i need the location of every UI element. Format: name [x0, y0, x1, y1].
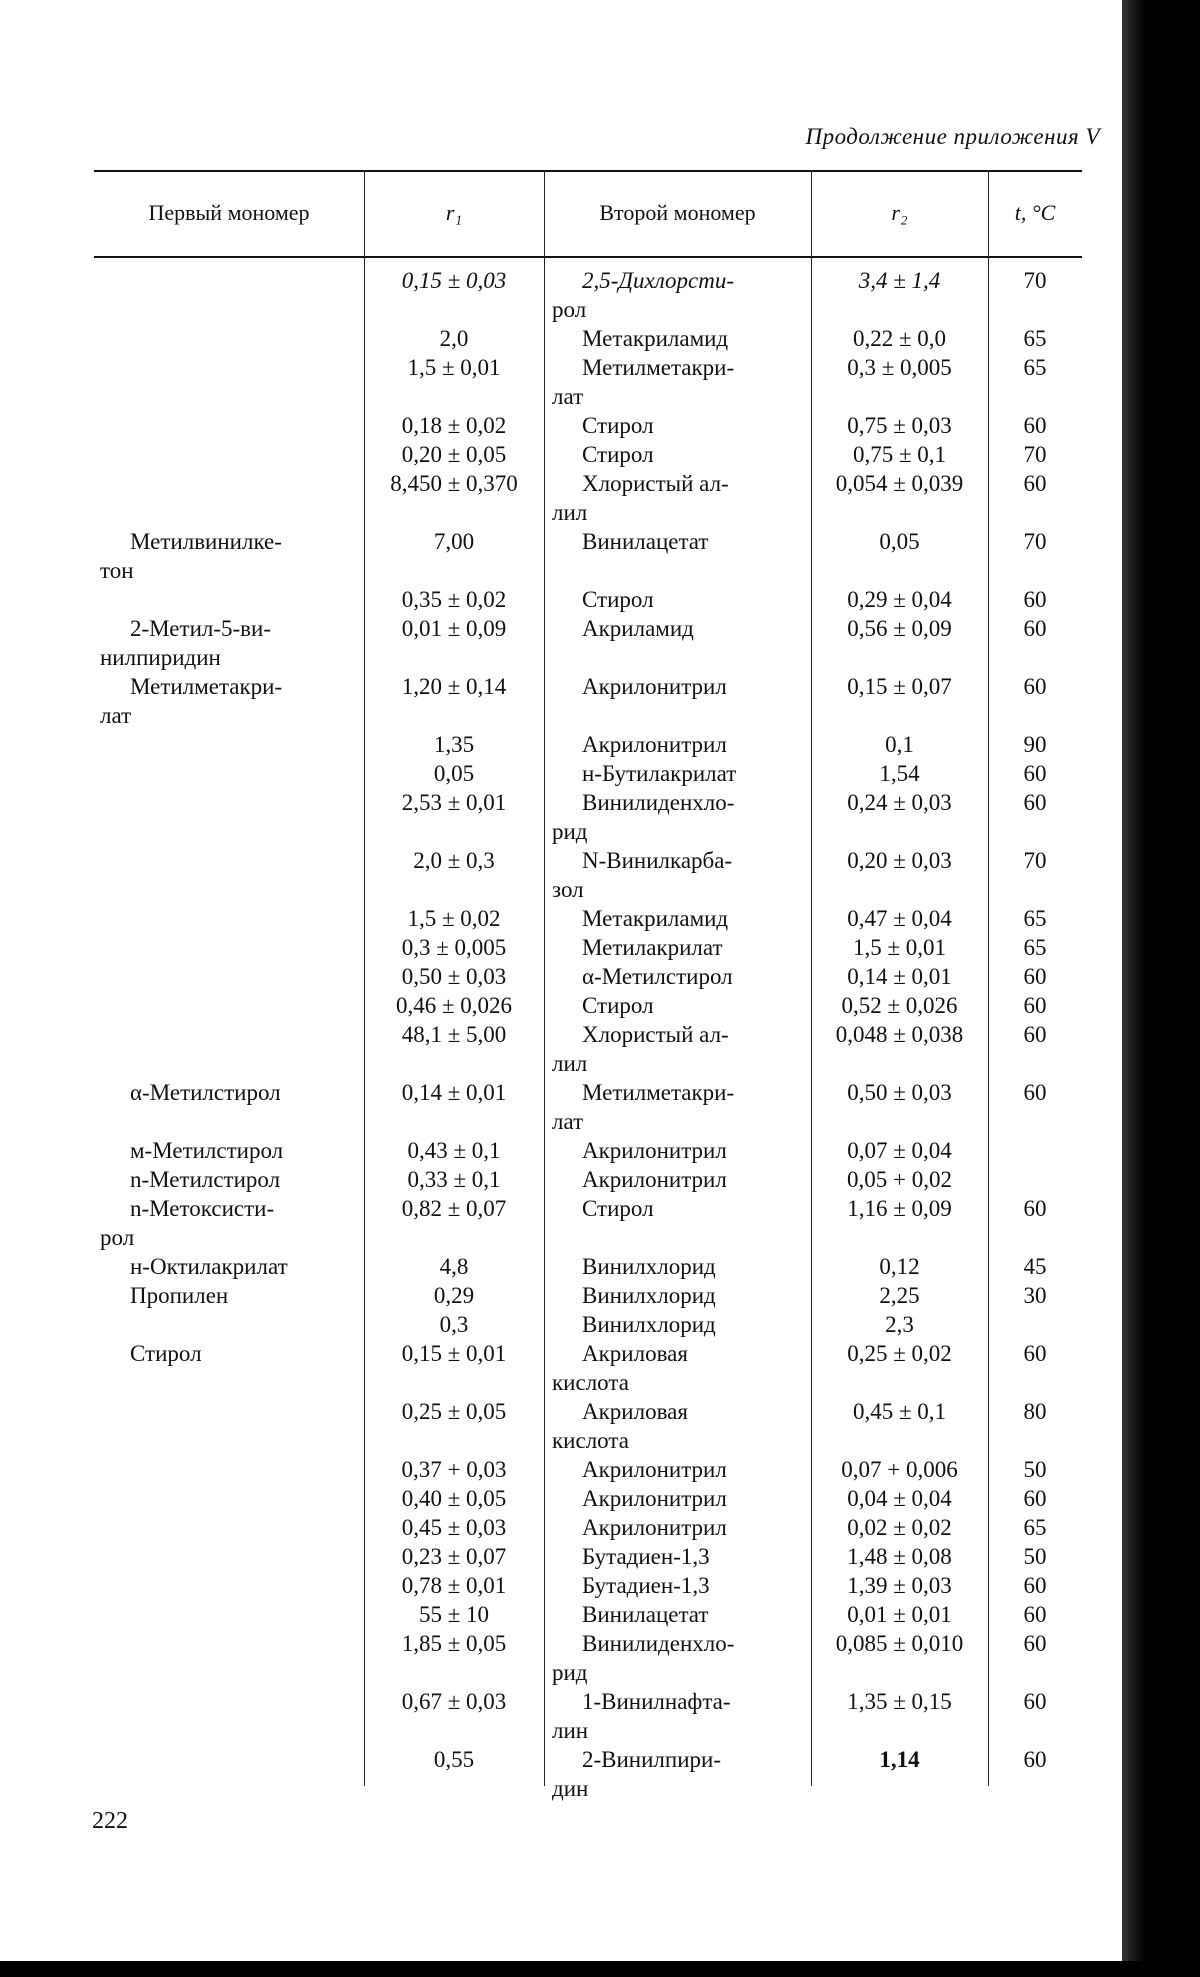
cell-r2: 0,3 ± 0,005 [847, 355, 952, 380]
cell-r2: 1,14 [879, 1747, 920, 1772]
cell-first-monomer [94, 266, 364, 324]
cell-second-monomer [544, 846, 811, 904]
cell-second-monomer [544, 672, 811, 730]
cell-first-monomer [94, 585, 364, 614]
second-monomer-text-cont: лил [552, 500, 588, 525]
cell-r2: 0,25 ± 0,02 [847, 1341, 952, 1366]
cell-temperature: 60 [1023, 1573, 1047, 1598]
cell-temperature: 70 [1023, 529, 1047, 554]
second-monomer-text: Акрилонитрил [582, 1167, 727, 1192]
cell-r1: 0,3 ± 0,005 [401, 935, 507, 960]
second-monomer-text: Хлористый ал- [582, 1022, 729, 1047]
table-body [94, 266, 1082, 1803]
cell-r2: 0,085 ± 0,010 [835, 1631, 964, 1656]
cell-first-monomer [94, 1571, 364, 1600]
table-row [94, 527, 1082, 585]
cell-first-monomer [94, 1310, 364, 1339]
cell-second-monomer [544, 1397, 811, 1455]
cell-r1: 4,8 [439, 1254, 469, 1279]
cell-first-monomer [94, 353, 364, 411]
second-monomer-text: 2-Винилпири- [582, 1747, 721, 1772]
cell-second-monomer [544, 1020, 811, 1078]
cell-r2: 0,56 ± 0,09 [847, 616, 952, 641]
cell-first-monomer [94, 614, 364, 672]
cell-second-monomer [544, 324, 811, 353]
second-monomer-text: Бутадиен-1,3 [582, 1573, 710, 1598]
cell-temperature: 70 [1023, 848, 1047, 873]
second-monomer-text: N-Винилкарба- [582, 848, 733, 873]
cell-first-monomer [94, 991, 364, 1020]
second-monomer-text: Акриловая [582, 1399, 688, 1424]
cell-r2: 2,25 [879, 1283, 920, 1308]
second-monomer-text: Акриламид [582, 616, 694, 641]
second-monomer-text-cont: рид [552, 1660, 588, 1685]
first-monomer-text-cont: рол [100, 1225, 135, 1250]
second-monomer-text: Винилацетат [582, 1602, 709, 1627]
cell-temperature: 60 [1023, 993, 1047, 1018]
cell-r2: 0,47 ± 0,04 [847, 906, 952, 931]
cell-first-monomer [94, 846, 364, 904]
cell-temperature: 80 [1023, 1399, 1047, 1424]
cell-first-monomer [94, 324, 364, 353]
cell-r1: 0,15 ± 0,01 [401, 1341, 507, 1366]
cell-r2: 0,75 ± 0,03 [847, 413, 952, 438]
table-row [94, 1136, 1082, 1165]
cell-first-monomer [94, 1629, 364, 1687]
cell-first-monomer [94, 1513, 364, 1542]
cell-second-monomer [544, 759, 811, 788]
second-monomer-text: Стирол [582, 587, 654, 612]
cell-temperature: 60 [1023, 761, 1047, 786]
cell-second-monomer [544, 962, 811, 991]
table-row [94, 614, 1082, 672]
table-row [94, 788, 1082, 846]
table-row [94, 730, 1082, 759]
cell-second-monomer [544, 266, 811, 324]
second-monomer-text-cont: кислота [552, 1428, 629, 1453]
cell-r2: 0,02 ± 0,02 [847, 1515, 952, 1540]
second-monomer-text-cont: лин [552, 1718, 589, 1743]
cell-first-monomer [94, 1078, 364, 1136]
second-monomer-text: Стирол [582, 413, 654, 438]
second-monomer-text: Метакриламид [582, 906, 729, 931]
cell-temperature: 60 [1023, 413, 1047, 438]
cell-r1: 0,14 ± 0,01 [401, 1080, 507, 1105]
cell-temperature: 65 [1023, 355, 1047, 380]
cell-r1: 0,23 ± 0,07 [401, 1544, 507, 1569]
cell-r2: 0,20 ± 0,03 [847, 848, 952, 873]
cell-second-monomer [544, 1136, 811, 1165]
second-monomer-text: Акрилонитрил [582, 674, 727, 699]
cell-first-monomer [94, 1600, 364, 1629]
cell-r2: 0,15 ± 0,07 [847, 674, 952, 699]
table-row [94, 440, 1082, 469]
cell-r1: 0,25 ± 0,05 [401, 1399, 507, 1424]
cell-temperature: 60 [1023, 1689, 1047, 1714]
second-monomer-text: Винилхлорид [582, 1283, 716, 1308]
cell-second-monomer [544, 440, 811, 469]
table-row [94, 933, 1082, 962]
table-row [94, 1020, 1082, 1078]
table-row [94, 1252, 1082, 1281]
scan-bottom-edge [0, 1961, 1200, 1977]
cell-second-monomer [544, 1252, 811, 1281]
cell-first-monomer [94, 411, 364, 440]
table-row [94, 585, 1082, 614]
first-monomer-text: α-Метилстирол [130, 1080, 281, 1105]
cell-second-monomer [544, 353, 811, 411]
cell-temperature: 60 [1023, 1080, 1047, 1105]
cell-r2: 3,4 ± 1,4 [858, 268, 941, 293]
cell-r1: 0,18 ± 0,02 [401, 413, 507, 438]
cell-second-monomer [544, 1165, 811, 1194]
cell-r1: 0,05 [433, 761, 475, 786]
header-r2: r₂ [891, 200, 908, 225]
cell-second-monomer [544, 904, 811, 933]
cell-r1: 0,40 ± 0,05 [401, 1486, 507, 1511]
first-monomer-text-cont: тон [100, 558, 134, 583]
cell-temperature: 60 [1023, 1341, 1047, 1366]
cell-second-monomer [544, 1281, 811, 1310]
cell-r2: 0,22 ± 0,0 [852, 326, 947, 351]
cell-temperature: 90 [1023, 732, 1047, 757]
table-row [94, 1078, 1082, 1136]
second-monomer-text: Метилакрилат [582, 935, 723, 960]
table-row [94, 1745, 1082, 1803]
cell-first-monomer [94, 1484, 364, 1513]
second-monomer-text-cont: рид [552, 819, 588, 844]
second-monomer-text: Винилиденхло- [582, 1631, 735, 1656]
second-monomer-text: Акрилонитрил [582, 1138, 727, 1163]
second-monomer-text: Акрилонитрил [582, 1457, 727, 1482]
cell-second-monomer [544, 527, 811, 585]
cell-r2: 0,07 ± 0,04 [847, 1138, 952, 1163]
table-row [94, 1484, 1082, 1513]
cell-r1: 0,3 [439, 1312, 469, 1337]
cell-r1: 0,78 ± 0,01 [401, 1573, 507, 1598]
cell-r1: 0,15 ± 0,03 [401, 268, 507, 293]
cell-second-monomer [544, 1571, 811, 1600]
second-monomer-text-cont: лат [552, 1109, 584, 1134]
cell-r1: 2,0 ± 0,3 [413, 848, 495, 873]
cell-second-monomer [544, 614, 811, 672]
cell-temperature [988, 1136, 1082, 1165]
second-monomer-text-cont: рол [552, 297, 587, 322]
cell-r2: 1,54 [879, 761, 920, 786]
table-row [94, 266, 1082, 324]
cell-r2: 0,75 ± 0,1 [852, 442, 947, 467]
second-monomer-text: Хлористый ал- [582, 471, 729, 496]
table-row [94, 1194, 1082, 1252]
table-row [94, 1339, 1082, 1397]
table-row [94, 846, 1082, 904]
cell-r2: 1,48 ± 0,08 [847, 1544, 952, 1569]
cell-r2: 0,29 ± 0,04 [847, 587, 952, 612]
cell-r1: 1,20 ± 0,14 [401, 674, 507, 699]
second-monomer-text: Винилхлорид [582, 1312, 716, 1337]
table-row [94, 1571, 1082, 1600]
table-row [94, 1281, 1082, 1310]
cell-first-monomer [94, 1687, 364, 1745]
cell-temperature: 60 [1023, 1602, 1047, 1627]
cell-second-monomer [544, 991, 811, 1020]
cell-r1: 0,35 ± 0,02 [401, 587, 507, 612]
cell-temperature [988, 1165, 1082, 1194]
cell-r1: 0,29 [433, 1283, 475, 1308]
second-monomer-text-cont: лат [552, 384, 584, 409]
cell-second-monomer [544, 1339, 811, 1397]
second-monomer-text: Акрилонитрил [582, 1486, 727, 1511]
cell-r2: 0,50 ± 0,03 [847, 1080, 952, 1105]
table-row [94, 1600, 1082, 1629]
second-monomer-text: 1-Винилнафта- [582, 1689, 731, 1714]
header-second-monomer: Второй мономер [599, 200, 756, 225]
cell-r1: 0,82 ± 0,07 [401, 1196, 507, 1221]
cell-first-monomer [94, 672, 364, 730]
second-monomer-text: Метилметакри- [582, 355, 735, 380]
table-row [94, 1397, 1082, 1455]
second-monomer-text: Винилиденхло- [582, 790, 735, 815]
cell-r1: 7,00 [433, 529, 475, 554]
cell-second-monomer [544, 1600, 811, 1629]
cell-temperature [988, 1310, 1082, 1339]
cell-temperature: 60 [1023, 964, 1047, 989]
cell-r2: 1,35 ± 0,15 [847, 1689, 952, 1714]
cell-temperature: 70 [1023, 442, 1047, 467]
first-monomer-text: м-Метилстирол [130, 1138, 284, 1163]
cell-r1: 0,45 ± 0,03 [401, 1515, 507, 1540]
cell-temperature: 50 [1023, 1544, 1047, 1569]
second-monomer-text-cont: лил [552, 1051, 588, 1076]
table-row [94, 991, 1082, 1020]
second-monomer-text: Акриловая [582, 1341, 688, 1366]
table-row [94, 324, 1082, 353]
second-monomer-text: Акрилонитрил [582, 1515, 727, 1540]
cell-temperature: 60 [1023, 587, 1047, 612]
cell-r2: 2,3 [885, 1312, 914, 1337]
cell-first-monomer [94, 759, 364, 788]
table-row [94, 1165, 1082, 1194]
first-monomer-text: н-Октилакрилат [130, 1254, 288, 1279]
table-row [94, 353, 1082, 411]
cell-second-monomer [544, 1484, 811, 1513]
cell-first-monomer [94, 469, 364, 527]
cell-r2: 0,05 + 0,02 [847, 1167, 952, 1192]
header-r1: r₁ [445, 200, 463, 225]
cell-temperature: 70 [1023, 268, 1047, 293]
cell-first-monomer [94, 1165, 364, 1194]
second-monomer-text: Винилацетат [582, 529, 709, 554]
cell-second-monomer [544, 411, 811, 440]
cell-r2: 0,1 [885, 732, 914, 757]
cell-r1: 0,46 ± 0,026 [395, 993, 513, 1018]
cell-r1: 8,450 ± 0,370 [390, 471, 518, 496]
cell-temperature: 60 [1023, 1022, 1047, 1047]
cell-r2: 0,04 ± 0,04 [847, 1486, 952, 1511]
cell-second-monomer [544, 788, 811, 846]
cell-temperature: 60 [1023, 616, 1047, 641]
cell-first-monomer [94, 1542, 364, 1571]
first-monomer-text: Метилметакри- [130, 674, 283, 699]
cell-first-monomer [94, 904, 364, 933]
cell-temperature: 65 [1023, 326, 1047, 351]
cell-first-monomer [94, 788, 364, 846]
cell-temperature: 60 [1023, 471, 1047, 496]
second-monomer-text: Метилметакри- [582, 1080, 735, 1105]
cell-r1: 48,1 ± 5,00 [401, 1022, 507, 1047]
table-row [94, 904, 1082, 933]
cell-first-monomer [94, 1339, 364, 1397]
page-header: Продолжение приложения V [805, 124, 1100, 149]
first-monomer-text: Стирол [130, 1341, 202, 1366]
cell-first-monomer [94, 962, 364, 991]
cell-second-monomer [544, 1745, 811, 1803]
cell-first-monomer [94, 933, 364, 962]
first-monomer-text: n-Метилстирол [130, 1167, 281, 1192]
cell-r2: 0,24 ± 0,03 [847, 790, 952, 815]
cell-temperature: 45 [1023, 1254, 1047, 1279]
second-monomer-text-cont: дин [552, 1776, 589, 1801]
second-monomer-text: Винилхлорид [582, 1254, 716, 1279]
first-monomer-text: 2-Метил-5-ви- [130, 616, 271, 641]
cell-temperature: 50 [1023, 1457, 1047, 1482]
cell-r1: 0,67 ± 0,03 [401, 1689, 507, 1714]
table-row [94, 759, 1082, 788]
table-row [94, 1310, 1082, 1339]
cell-r1: 1,85 ± 0,05 [401, 1631, 507, 1656]
cell-r1: 0,55 [433, 1747, 475, 1772]
cell-r1: 0,50 ± 0,03 [401, 964, 507, 989]
cell-first-monomer [94, 1397, 364, 1455]
cell-temperature: 65 [1023, 906, 1047, 931]
cell-r1: 1,5 ± 0,01 [407, 355, 501, 380]
cell-r1: 1,35 [433, 732, 475, 757]
cell-r2: 0,12 [879, 1254, 920, 1279]
cell-r1: 2,53 ± 0,01 [401, 790, 507, 815]
second-monomer-text: Стирол [582, 442, 654, 467]
cell-r2: 0,14 ± 0,01 [847, 964, 952, 989]
cell-first-monomer [94, 440, 364, 469]
first-monomer-text: Метилвинилке- [130, 529, 282, 554]
second-monomer-text: α-Метилстирол [582, 964, 733, 989]
second-monomer-text: н-Бутилакрилат [582, 761, 737, 786]
cell-r2: 0,07 + 0,006 [841, 1457, 958, 1482]
cell-second-monomer [544, 730, 811, 759]
cell-r1: 0,43 ± 0,1 [407, 1138, 501, 1163]
cell-second-monomer [544, 1078, 811, 1136]
cell-r1: 0,33 ± 0,1 [407, 1167, 501, 1192]
table-top-rule [94, 170, 1082, 172]
cell-first-monomer [94, 1136, 364, 1165]
table-row [94, 411, 1082, 440]
cell-temperature: 65 [1023, 935, 1047, 960]
cell-first-monomer [94, 1020, 364, 1078]
cell-second-monomer [544, 1310, 811, 1339]
table-row [94, 1455, 1082, 1484]
cell-second-monomer [544, 1629, 811, 1687]
cell-first-monomer [94, 730, 364, 759]
second-monomer-text: Метакриламид [582, 326, 729, 351]
cell-r1: 0,37 + 0,03 [401, 1457, 507, 1482]
cell-second-monomer [544, 1687, 811, 1745]
second-monomer-text: Стирол [582, 993, 654, 1018]
cell-temperature: 60 [1023, 1747, 1047, 1772]
first-monomer-text-cont: нилпиридин [100, 645, 221, 670]
cell-temperature: 60 [1023, 1486, 1047, 1511]
cell-temperature: 30 [1023, 1283, 1047, 1308]
cell-temperature: 65 [1023, 1515, 1047, 1540]
cell-second-monomer [544, 469, 811, 527]
header-first-monomer: Первый мономер [148, 200, 310, 225]
table-row [94, 962, 1082, 991]
cell-r2: 1,16 ± 0,09 [847, 1196, 952, 1221]
cell-r1: 0,20 ± 0,05 [401, 442, 507, 467]
first-monomer-text-cont: лат [100, 703, 132, 728]
cell-first-monomer [94, 527, 364, 585]
second-monomer-text: Акрилонитрил [582, 732, 727, 757]
cell-second-monomer [544, 1513, 811, 1542]
cell-temperature: 60 [1023, 1196, 1047, 1221]
cell-second-monomer [544, 1542, 811, 1571]
cell-temperature: 60 [1023, 674, 1047, 699]
table-row [94, 672, 1082, 730]
second-monomer-text: Стирол [582, 1196, 654, 1221]
cell-first-monomer [94, 1745, 364, 1803]
table-row [94, 1629, 1082, 1687]
second-monomer-text: 2,5-Дихлорсти- [582, 268, 735, 293]
second-monomer-text-cont: зол [552, 877, 584, 902]
cell-first-monomer [94, 1194, 364, 1252]
cell-first-monomer [94, 1455, 364, 1484]
cell-r1: 1,5 ± 0,02 [407, 906, 501, 931]
second-monomer-text: Бутадиен-1,3 [582, 1544, 710, 1569]
table-row [94, 1687, 1082, 1745]
cell-r1: 55 ± 10 [418, 1602, 490, 1627]
cell-r1: 2,0 [439, 326, 469, 351]
cell-second-monomer [544, 1455, 811, 1484]
cell-r1: 0,01 ± 0,09 [401, 616, 507, 641]
cell-r2: 0,45 ± 0,1 [852, 1399, 947, 1424]
cell-r2: 0,52 ± 0,026 [841, 993, 958, 1018]
cell-second-monomer [544, 1194, 811, 1252]
page-number: 222 [92, 1808, 128, 1834]
cell-second-monomer [544, 933, 811, 962]
cell-second-monomer [544, 585, 811, 614]
cell-r2: 1,39 ± 0,03 [847, 1573, 952, 1598]
first-monomer-text: n-Метоксисти- [130, 1196, 275, 1221]
cell-temperature: 60 [1023, 790, 1047, 815]
table-row [94, 1542, 1082, 1571]
header-temperature: t, °C [1014, 200, 1056, 225]
cell-first-monomer [94, 1252, 364, 1281]
first-monomer-text: Пропилен [130, 1283, 229, 1308]
cell-r2: 0,054 ± 0,039 [835, 471, 964, 496]
table-row [94, 1513, 1082, 1542]
table-header-rule [94, 256, 1082, 258]
cell-r2: 0,05 [879, 529, 920, 554]
cell-r2: 0,048 ± 0,038 [835, 1022, 964, 1047]
cell-r2: 1,5 ± 0,01 [852, 935, 947, 960]
second-monomer-text-cont: кислота [552, 1370, 629, 1395]
table-row [94, 469, 1082, 527]
cell-first-monomer [94, 1281, 364, 1310]
scan-dark-edge [1122, 0, 1200, 1977]
cell-temperature: 60 [1023, 1631, 1047, 1656]
cell-r2: 0,01 ± 0,01 [847, 1602, 952, 1627]
